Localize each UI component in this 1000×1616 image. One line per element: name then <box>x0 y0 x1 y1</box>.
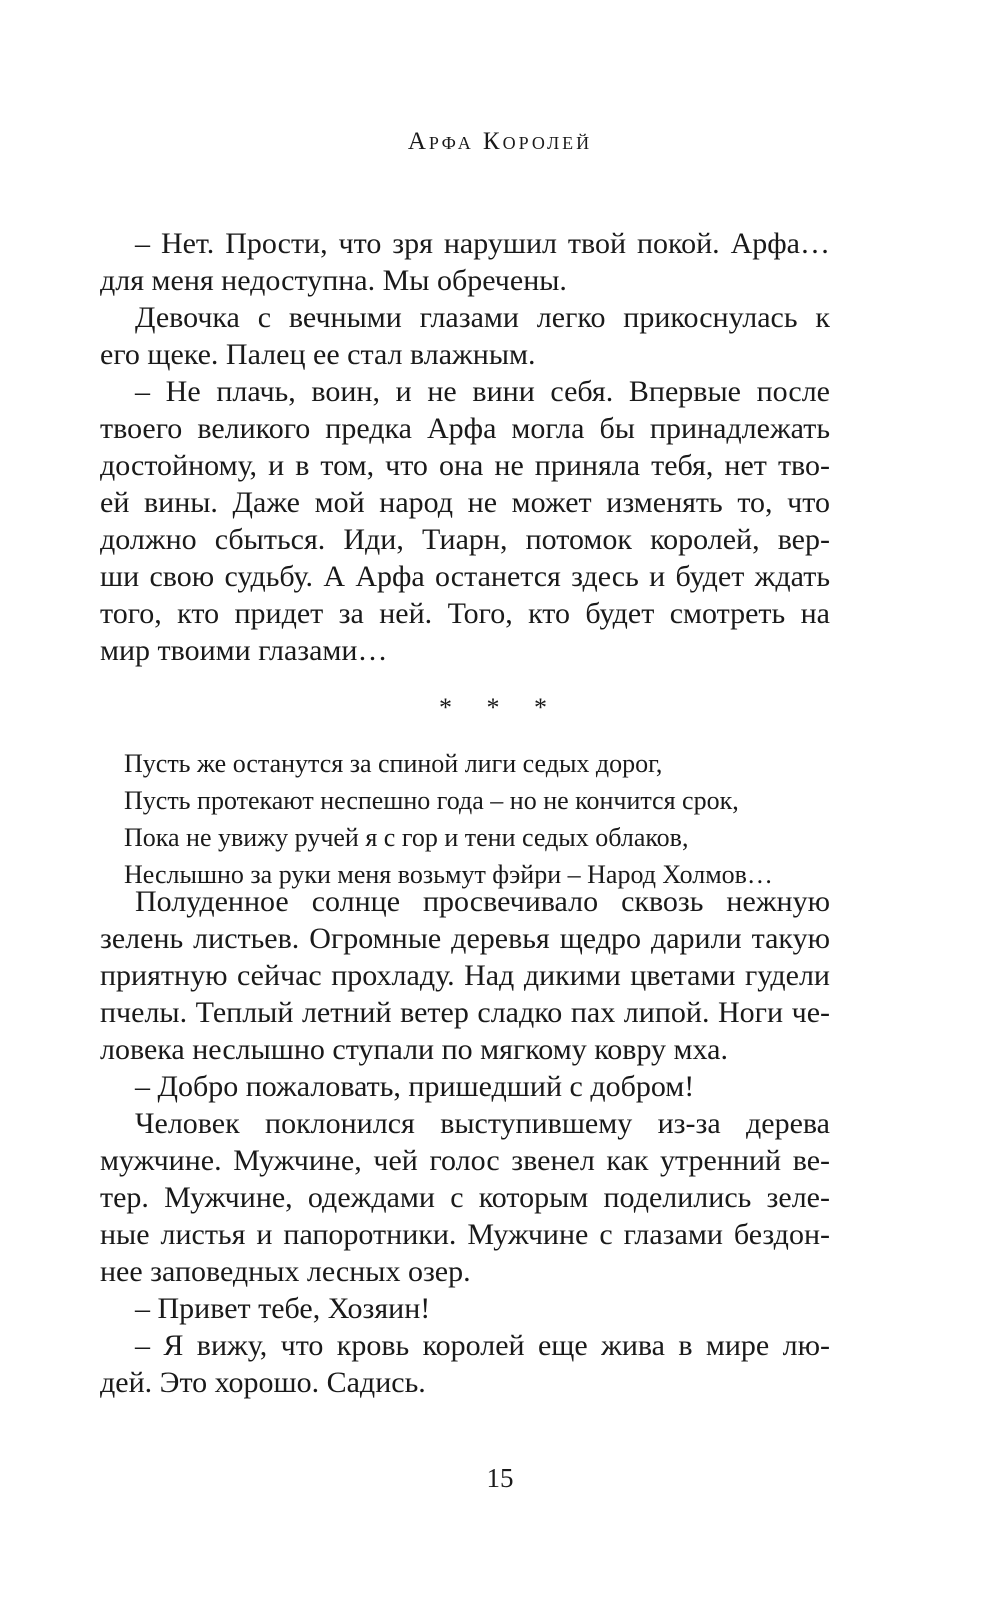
text-line: ные листья и папоротники. Мужчине с глазами бездон- <box>100 1218 830 1251</box>
text-line: нее заповедных лесных озер. <box>100 1255 471 1288</box>
text-line: твоего великого предка Арфа могла бы принадлежать <box>100 412 830 445</box>
text-line: Девочка с вечными глазами легко прикоснулась к <box>135 301 830 334</box>
page-number: 15 <box>486 1463 514 1493</box>
text-section-2 <box>100 883 830 1401</box>
text-line: достойному, и в том, что она не приняла тебя, нет тво- <box>100 449 830 482</box>
text-line: мир твоими глазами… <box>100 634 388 667</box>
text-line: – Я вижу, что кровь королей еще жива в мире лю- <box>135 1329 830 1362</box>
text-line: приятную сейчас прохладу. Над дикими цветами гудели <box>100 959 830 992</box>
verse-block <box>124 745 773 893</box>
text-line: мужчине. Мужчине, чей голос звенел как утренний ве- <box>100 1144 830 1177</box>
verse-line: Пусть же останутся за спиной лиги седых дорог, <box>124 749 663 778</box>
text-line: должно сбыться. Иди, Тиарн, потомок королей, вер- <box>100 523 830 556</box>
text-line: Полуденное солнце просвечивало сквозь нежную <box>135 885 830 918</box>
text-line: для меня недоступна. Мы обречены. <box>100 264 567 297</box>
text-line: тер. Мужчине, одеждами с которым поделились зеле- <box>100 1181 830 1214</box>
text-line: ловека неслышно ступали по мягкому ковру мха. <box>100 1033 728 1066</box>
verse-line: Пусть протекают неспешно года – но не кончится срок, <box>124 786 739 815</box>
text-line: – Не плачь, воин, и не вини себя. Впервые после <box>135 375 830 408</box>
verse-line: Пока не увижу ручей я с гор и тени седых облаков, <box>124 823 689 852</box>
text-line: пчелы. Теплый летний ветер сладко пах липой. Ноги че- <box>100 996 830 1029</box>
section-separator: * * * <box>439 693 561 722</box>
text-line: – Добро пожаловать, пришедший с добром! <box>135 1070 695 1103</box>
text-line: дей. Это хорошо. Садись. <box>100 1366 426 1399</box>
text-line: Человек поклонился выступившему из-за дерева <box>135 1107 830 1140</box>
text-line: – Привет тебе, Хозяин! <box>135 1292 431 1325</box>
text-line: ей вины. Даже мой народ не может изменять то, что <box>100 486 830 519</box>
text-line: зелень листьев. Огромные деревья щедро дарили такую <box>100 922 830 955</box>
text-line: того, кто придет за ней. Того, кто будет смотреть на <box>100 597 830 630</box>
text-line: – Нет. Прости, что зря нарушил твой покой. Арфа… <box>135 227 830 260</box>
text-line: его щеке. Палец ее стал влажным. <box>100 338 536 371</box>
verse-line: Неслышно за руки меня возьмут фэйри – Народ Холмов… <box>124 860 773 889</box>
running-title: Арфа Королей <box>407 128 593 155</box>
text-section-1 <box>100 225 830 669</box>
text-line: ши свою судьбу. А Арфа останется здесь и будет ждать <box>100 560 830 593</box>
